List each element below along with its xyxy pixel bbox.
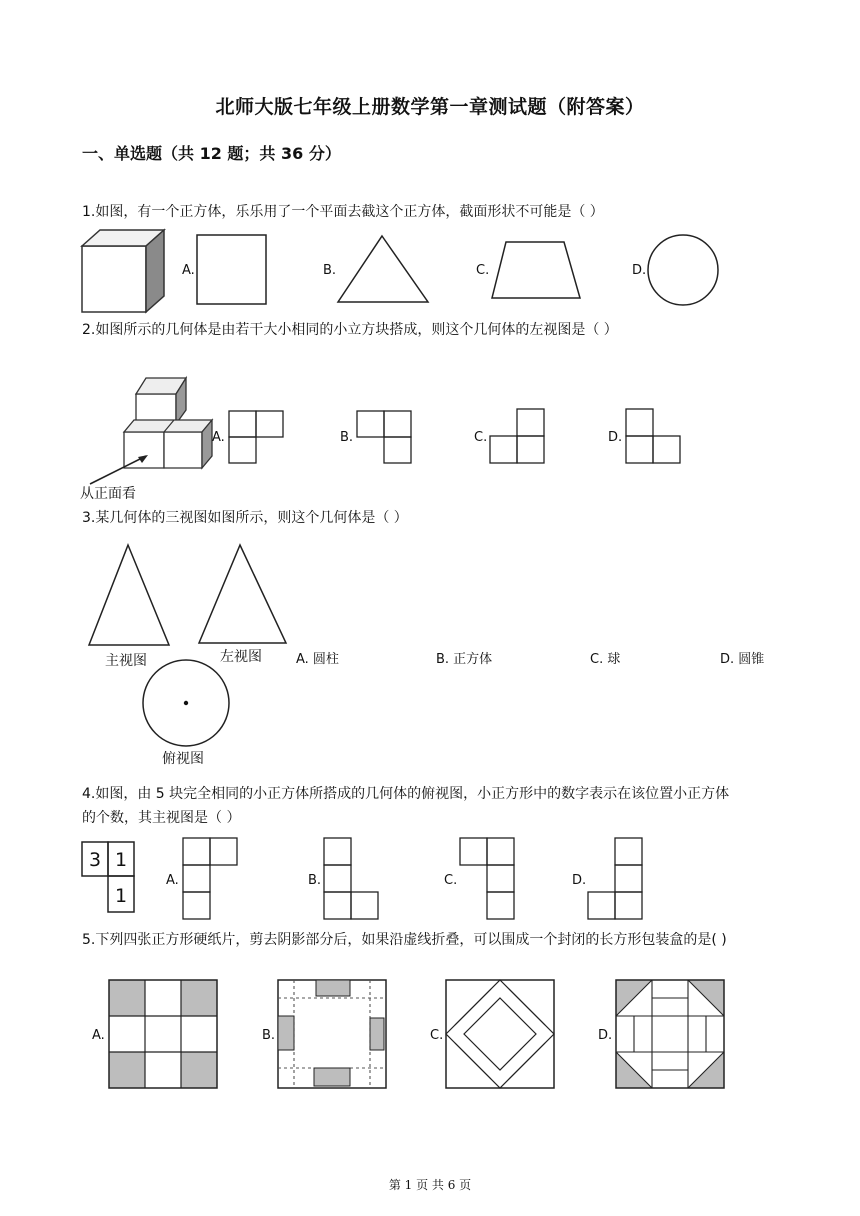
question-5-text: 5.下列四张正方形硬纸片，剪去阴影部分后，如果沿虚线折叠，可以围成一个封闭的长方形包装盒的是( ) bbox=[82, 932, 727, 948]
q2-option-b-label[interactable]: B. bbox=[340, 430, 354, 445]
paper-net-b bbox=[276, 978, 388, 1090]
q1-option-b-label[interactable]: B. bbox=[323, 263, 337, 278]
left-view-label: 左视图 bbox=[220, 649, 262, 665]
q3-option-d[interactable]: D. 圆锥 bbox=[720, 652, 765, 667]
q4-option-c-label[interactable]: C. bbox=[444, 873, 458, 888]
front-view-option-b bbox=[322, 836, 380, 922]
q5-option-d-label[interactable]: D. bbox=[598, 1028, 613, 1043]
q3-option-b[interactable]: B. 正方体 bbox=[436, 652, 493, 667]
page-title: 北师大版七年级上册数学第一章测试题（附答案） bbox=[215, 96, 645, 118]
section-heading: 一、单选题（共 12 题；共 36 分） bbox=[82, 144, 341, 163]
q1-option-d-label[interactable]: D. bbox=[632, 263, 647, 278]
top-view-label: 俯视图 bbox=[162, 751, 204, 767]
q4-option-b-label[interactable]: B. bbox=[308, 873, 322, 888]
front-view-triangle bbox=[86, 542, 172, 648]
grid-number-cell-2: 1 bbox=[114, 849, 128, 871]
view-option-b bbox=[356, 410, 414, 466]
question-1-text: 1.如图，有一个正方体，乐乐用了一个平面去截这个正方体，截面形状不可能是（ ） bbox=[82, 204, 604, 220]
top-view-number-grid bbox=[80, 840, 140, 916]
triangle-shape bbox=[336, 234, 430, 306]
q5-option-c-label[interactable]: C. bbox=[430, 1028, 444, 1043]
front-view-option-c bbox=[458, 836, 516, 922]
grid-number-cell-3: 1 bbox=[114, 885, 128, 907]
q1-option-a-label[interactable]: A. bbox=[182, 263, 195, 278]
question-4-text-line2: 的个数，其主视图是（ ） bbox=[82, 810, 241, 826]
question-2-text: 2.如图所示的几何体是由若干大小相同的小立方块搭成，则这个几何体的左视图是（ ） bbox=[82, 322, 618, 338]
front-view-caption: 从正面看 bbox=[80, 486, 136, 502]
q4-option-d-label[interactable]: D. bbox=[572, 873, 587, 888]
question-4-text-line1: 4.如图，由 5 块完全相同的小正方体所搭成的几何体的俯视图，小正方形中的数字表示在该位置小正方体 bbox=[82, 786, 730, 802]
page-footer: 第 1 页 共 6 页 bbox=[388, 1178, 472, 1192]
q4-option-a-label[interactable]: A. bbox=[166, 873, 179, 888]
trapezoid-shape bbox=[490, 240, 584, 300]
paper-net-a bbox=[107, 978, 219, 1090]
view-option-c bbox=[488, 408, 548, 466]
q3-option-a[interactable]: A. 圆柱 bbox=[296, 652, 339, 667]
question-3-text: 3.某几何体的三视图如图所示，则这个几何体是（ ） bbox=[82, 510, 408, 526]
q2-option-a-label[interactable]: A. bbox=[212, 430, 225, 445]
top-view-circle bbox=[140, 658, 232, 750]
q1-option-c-label[interactable]: C. bbox=[476, 263, 490, 278]
q5-option-b-label[interactable]: B. bbox=[262, 1028, 276, 1043]
q2-option-c-label[interactable]: C. bbox=[474, 430, 488, 445]
q3-option-c[interactable]: C. 球 bbox=[590, 652, 621, 667]
front-view-label: 主视图 bbox=[105, 653, 147, 669]
left-view-triangle bbox=[196, 542, 290, 646]
q5-option-a-label[interactable]: A. bbox=[92, 1028, 105, 1043]
cube-figure bbox=[80, 228, 180, 314]
square-shape bbox=[196, 234, 268, 306]
paper-net-d bbox=[614, 978, 726, 1090]
q2-option-d-label[interactable]: D. bbox=[608, 430, 623, 445]
paper-net-c bbox=[444, 978, 556, 1090]
grid-number-cell-1: 3 bbox=[88, 849, 102, 871]
front-view-option-d bbox=[586, 836, 644, 922]
view-option-d bbox=[624, 408, 684, 466]
view-option-a bbox=[228, 410, 286, 466]
front-view-option-a bbox=[181, 836, 239, 922]
circle-shape bbox=[646, 233, 722, 307]
